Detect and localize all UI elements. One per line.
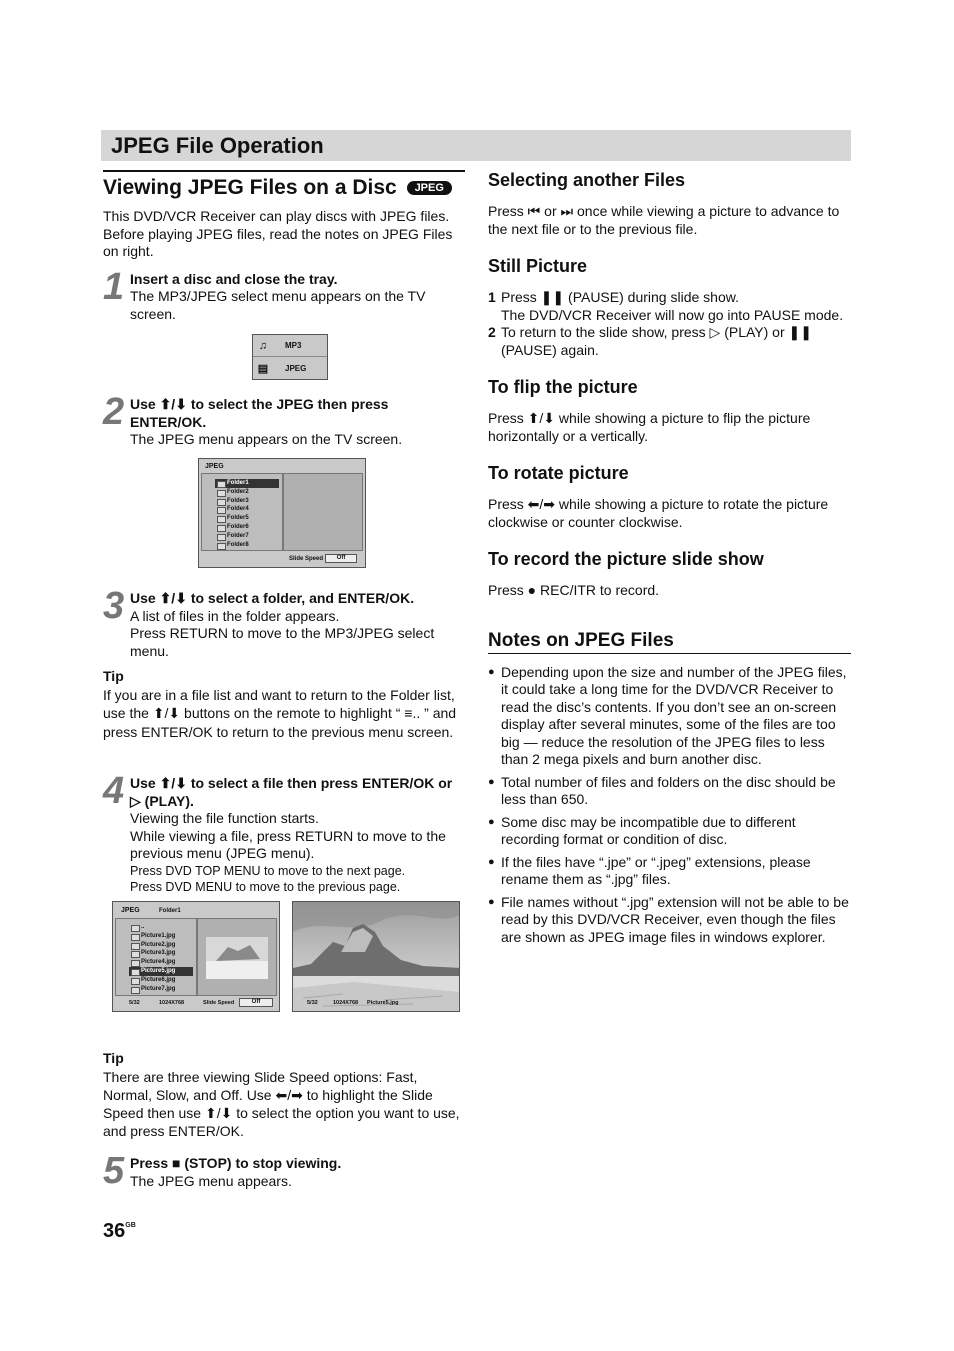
thumbnail-panel xyxy=(197,918,277,996)
tip-text: If you are in a file list and want to return to the Folder list, use the ⬆/⬇ buttons on the remote to highlight “ ≡.. ” and press ENTER/OK to return to the previous menu screen. xyxy=(103,686,457,740)
file-item: Picture7.jpg xyxy=(129,985,193,994)
mp3-jpeg-select-menu xyxy=(252,334,328,380)
folder-item: Folder5 xyxy=(215,514,279,523)
music-note-icon: ♫ xyxy=(258,339,268,352)
step-instruction: Use ⬆/⬇ to select a folder, and ENTER/OK. xyxy=(130,590,415,606)
folder-list xyxy=(215,479,279,549)
jpeg-folder-menu xyxy=(198,458,366,568)
step-instruction: Insert a disc and close the tray. xyxy=(130,270,338,287)
preview-panel xyxy=(283,473,363,551)
list-item: ● Total number of files and folders on the disc should be less than 650. xyxy=(488,774,851,809)
viewing-title: Viewing JPEG Files on a Disc xyxy=(103,176,397,199)
notes-heading: Notes on JPEG Files xyxy=(488,630,851,654)
section-heading: Selecting another Files xyxy=(488,170,686,190)
selecting-files-section xyxy=(488,170,851,238)
right-column xyxy=(488,170,851,951)
section-title: JPEG File Operation xyxy=(111,133,324,158)
tip-heading: Tip xyxy=(103,668,124,684)
slide-speed-label: Slide Speed xyxy=(203,1000,235,1006)
page-suffix: GB xyxy=(125,1222,136,1229)
tip-heading: Tip xyxy=(103,1050,124,1066)
notes-list xyxy=(488,664,851,947)
folder-item: Folder2 xyxy=(215,488,279,497)
list-item: 1 Press ❚❚ (PAUSE) during slide show. The DVD/VCR Receiver will now go into PAUSE mode. xyxy=(488,289,844,323)
step-number: 5 xyxy=(103,1150,125,1192)
section-text: Press ● REC/ITR to record. xyxy=(488,582,660,598)
slide-speed-value: Off xyxy=(239,998,273,1007)
step-note: Press DVD MENU to move to the previous page. xyxy=(130,879,401,894)
step-text: The MP3/JPEG select menu appears on the TV screen. xyxy=(130,288,426,322)
menu-item-mp3: ♫ MP3 xyxy=(253,335,327,357)
tip-2-block xyxy=(103,1042,465,1140)
section-text: Press ⏮ or ⏭ once while viewing a picture to advance to the next file or to the previous file. xyxy=(488,203,840,237)
step-5-block xyxy=(103,1150,465,1192)
step-number: 4 xyxy=(103,770,125,812)
menu-title: JPEG xyxy=(205,463,224,470)
step-number: 3 xyxy=(103,585,125,627)
folder-item: Folder1 xyxy=(215,479,279,488)
file-item-parent: .. xyxy=(129,923,193,932)
step-2-block xyxy=(103,391,465,449)
step-3-block xyxy=(103,585,465,741)
step-text: The JPEG menu appears. xyxy=(130,1172,292,1189)
notes-section xyxy=(488,630,851,947)
file-item: Picture4.jpg xyxy=(129,958,193,967)
section-text: Press ⬅/➡ while showing a picture to rotate the picture clockwise or counter clockwise. xyxy=(488,496,829,530)
file-count: 5/32 xyxy=(129,1000,140,1006)
list-item: ● Depending upon the size and number of the JPEG files, it could take a long time for the DVD/VCR Receiver to read the disc’s contents. If you don’t see an on-screen display after several minutes, some of the files are too big — reduce the resolution of the JPEG files to less than 2 mega pixels and burn another disc. xyxy=(488,664,851,769)
photo-resolution: 1024X768 xyxy=(333,1000,359,1006)
photo-preview xyxy=(292,901,460,1012)
step-instruction: Use ⬆/⬇ to select a file then press ENTER/OK or ▷ (PLAY). xyxy=(130,775,453,809)
left-column xyxy=(103,170,465,323)
tip-text: There are three viewing Slide Speed options: Fast, Normal, Slow, and Off. Use ⬅/➡ to highlight the Slide Speed then use ⬆/⬇ to select the option you want to use, and press ENTER/OK. xyxy=(103,1068,460,1139)
file-item: Picture6.jpg xyxy=(129,976,193,985)
list-item: 2 To return to the slide show, press ▷ (PLAY) or ❚❚ (PAUSE) again. xyxy=(488,324,812,358)
step-note: Press DVD TOP MENU to move to the next page. xyxy=(130,863,406,878)
thumbnail-image xyxy=(206,937,268,979)
section-banner xyxy=(101,130,851,161)
landscape-photo-image xyxy=(293,902,460,1012)
still-picture-section xyxy=(488,256,851,359)
step-number: 2 xyxy=(103,391,125,433)
file-item: Picture5.jpg xyxy=(129,967,193,976)
folder-item: Folder7 xyxy=(215,532,279,541)
step-2 xyxy=(103,391,465,449)
file-item: Picture1.jpg xyxy=(129,932,193,941)
record-section xyxy=(488,549,851,600)
folder-item: Folder4 xyxy=(215,505,279,514)
section-heading: To flip the picture xyxy=(488,377,638,397)
step-5 xyxy=(103,1150,465,1192)
section-heading: To record the picture slide show xyxy=(488,549,764,569)
list-item: ● If the files have “.jpe” or “.jpeg” extensions, please rename them as “.jpg” files. xyxy=(488,854,851,889)
step-text: Viewing the file function starts. xyxy=(130,810,319,826)
section-text: Press ⬆/⬇ while showing a picture to flip the picture horizontally or a vertically. xyxy=(488,410,811,444)
section-heading: To rotate picture xyxy=(488,463,629,483)
menu-item-jpeg: ▤ JPEG xyxy=(253,357,327,379)
step-text: Press RETURN to move to the MP3/JPEG select menu. xyxy=(130,625,435,659)
step-instruction: Press ■ (STOP) to stop viewing. xyxy=(130,1155,342,1171)
still-steps xyxy=(488,289,851,359)
step-1 xyxy=(103,265,465,324)
file-item: Picture3.jpg xyxy=(129,949,193,958)
slide-speed-label: Slide Speed xyxy=(289,556,324,562)
step-text: While viewing a file, press RETURN to move to the previous menu (JPEG menu). xyxy=(130,827,446,861)
file-resolution: 1024X768 xyxy=(159,1000,185,1006)
step-instruction: Use ⬆/⬇ to select the JPEG then press ENTER/OK. xyxy=(130,396,389,430)
step-text: A list of files in the folder appears. xyxy=(130,607,340,624)
section-heading: Still Picture xyxy=(488,256,588,276)
rotate-section xyxy=(488,463,851,531)
step-text: The JPEG menu appears on the TV screen. xyxy=(130,431,403,447)
step-number: 1 xyxy=(103,265,125,308)
folder-item: Folder3 xyxy=(215,497,279,506)
menu-title: JPEG xyxy=(121,907,140,914)
jpeg-file-menu xyxy=(112,901,280,1012)
photo-filename: Picture5.jpg xyxy=(367,1000,399,1006)
intro-text: This DVD/VCR Receiver can play discs with JPEG files. Before playing JPEG files, read the notes on JPEG Files on right. xyxy=(103,208,453,259)
file-list xyxy=(129,923,193,993)
jpeg-image-icon: ▤ xyxy=(257,362,269,375)
list-item: ● Some disc may be incompatible due to different recording format or condition of disc. xyxy=(488,814,851,849)
photo-count: 5/32 xyxy=(307,1000,318,1006)
file-item: Picture2.jpg xyxy=(129,941,193,950)
step-4-block xyxy=(103,770,465,895)
folder-item: Folder6 xyxy=(215,523,279,532)
page-number: $36^{GB}$ xyxy=(103,1220,136,1242)
step-4 xyxy=(103,770,465,895)
current-folder: Folder1 xyxy=(159,908,181,914)
slide-speed-value: Off xyxy=(325,554,357,563)
flip-section xyxy=(488,377,851,445)
jpeg-badge: JPEG xyxy=(407,181,452,195)
viewing-heading xyxy=(103,170,465,204)
step-3 xyxy=(103,585,465,660)
folder-item: Folder8 xyxy=(215,541,279,550)
list-item: ● File names without “.jpg” extension will not be able to be read by this DVD/VCR Receiver, even though the files are shown as JPEG image files in windows explorer. xyxy=(488,894,851,947)
